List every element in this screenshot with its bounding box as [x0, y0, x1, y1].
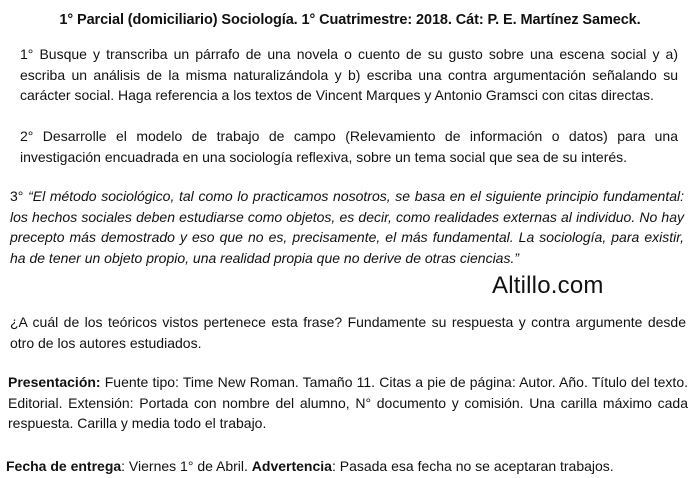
page-title: 1° Parcial (domiciliario) Sociología. 1° Cuatrimestre: 2018. Cát: P. E. Martínez Sameck. [59, 12, 641, 28]
delivery-text: : Viernes 1° de Abril. [121, 458, 252, 474]
altillo-watermark: Altillo.com [492, 272, 604, 299]
question-3-quote [10, 186, 684, 268]
question-3-prompt: ¿A cuál de los teóricos vistos pertenece esta frase? Fundamente su respuesta y contra argumente desde otro de los autores estudiados. [10, 314, 686, 351]
question-1: 1° Busque y transcriba un párrafo de una novela o cuento de su gusto sobre una escena social y a) escriba un análisis de la misma naturalizándola y b) escriba una contra argumentación señalando su carácter social. Haga referencia a los textos de Vincent Marques y Antonio Gramsci con citas directas. [20, 46, 678, 103]
warning-text: : Pasada esa fecha no se aceptaran trabajos. [331, 458, 614, 474]
presentation-text: Fuente tipo: Time New Roman. Tamaño 11. Citas a pie de página: Autor. Año. Título del texto. Editorial. Extensión: Portada con nombre del alumno, N° documento y comisión. Una carilla máximo cada respuesta. Carilla y media todo el trabajo. [8, 374, 688, 431]
warning-label: Advertencia [251, 458, 332, 474]
presentation-label: Presentación: [8, 374, 101, 390]
quote-text: “El método sociológico, tal como lo practicamos nosotros, se basa en el siguiente principio fundamental: los hechos sociales deben estudiarse como objetos, es decir, como realidades externas al individuo. No hay precepto más demostrado y eso que no es, precisamente, el más fundamental. La sociología, para existir, ha de tener un objeto propio, una realidad propia que no derive de otras ciencias.” [10, 188, 685, 266]
question-3-number: 3° [10, 188, 24, 204]
delivery-label: Fecha de entrega [6, 458, 122, 474]
presentation-instructions [8, 372, 688, 434]
delivery-info [6, 456, 686, 477]
question-2: 2° Desarrolle el modelo de trabajo de campo (Relevamiento de información o datos) para una investigación encuadrada en una sociología reflexiva, sobre un tema social que sea de su interés. [20, 128, 678, 165]
